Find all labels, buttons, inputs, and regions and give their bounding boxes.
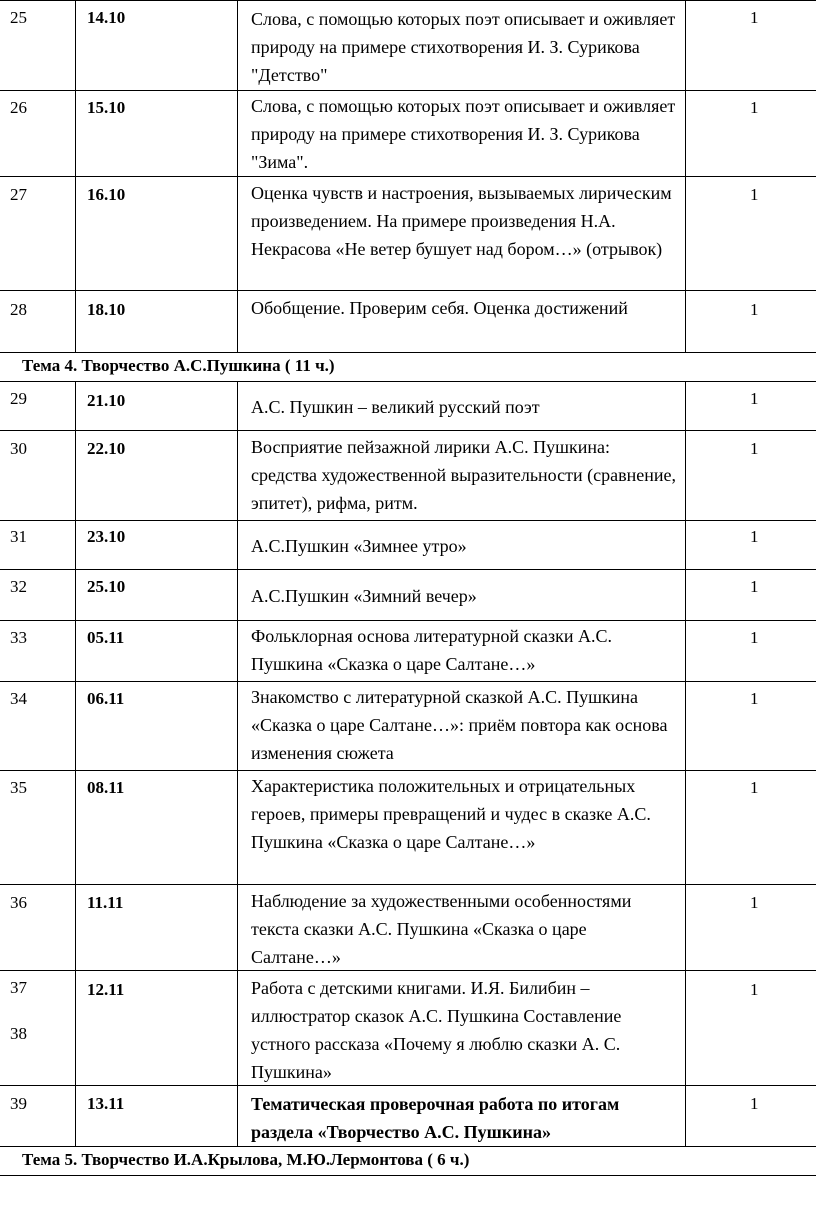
row-hours: 1 [750,8,759,27]
row-topic: А.С.Пушкин «Зимнее утро» [251,536,467,556]
row-date: 15.10 [87,98,126,117]
row-date: 16.10 [87,185,126,204]
row-hours: 1 [750,1094,759,1113]
row-hours: 1 [750,778,759,797]
row-hours: 1 [750,185,759,204]
row-topic: Наблюдение за художественными особенностями текста сказки А.С. Пушкина «Сказка о царе Салтане…» [251,891,632,967]
row-topic: Оценка чувств и настроения, вызываемых лирическим произведением. На примере произведения Н.А. Некрасова «Не ветер бушует над бором…» (отрывок) [251,183,672,259]
row-hours: 1 [750,98,759,117]
row-topic: Слова, с помощью которых поэт описывает и оживляет природу на примере стихотворения И. З. Сурикова "Детство" [251,9,676,85]
row-number: 30 [10,439,27,458]
row-number: 34 [10,689,27,708]
row-date: 21.10 [87,391,126,410]
row-hours: 1 [750,300,759,319]
row-topic: Знакомство с литературной сказкой А.С. Пушкина «Сказка о царе Салтане…»: приём повтора как основа изменения сюжета [251,687,668,763]
row-topic: Тематическая проверочная работа по итогам раздела «Творчество А.С. Пушкина» [251,1094,620,1142]
row-date: 11.11 [87,893,124,912]
row-date: 05.11 [87,628,125,647]
row-number: 35 [10,778,27,797]
section-heading-theme-5: Тема 5. Творчество И.А.Крылова, М.Ю.Лермонтова ( 6 ч.) [22,1150,470,1169]
row-hours: 1 [750,628,759,647]
row-number-secondary: 38 [10,1024,27,1043]
row-hours: 1 [750,577,759,596]
row-topic: А.С.Пушкин «Зимний вечер» [251,586,477,606]
row-date: 06.11 [87,689,125,708]
row-topic: Фольклорная основа литературной сказки А.С. Пушкина «Сказка о царе Салтане…» [251,626,612,674]
row-date: 08.11 [87,778,125,797]
row-number: 37 [10,978,27,997]
row-hours: 1 [750,389,759,408]
row-topic: А.С. Пушкин – великий русский поэт [251,397,540,417]
row-number: 28 [10,300,27,319]
row-date: 14.10 [87,8,126,27]
row-date: 18.10 [87,300,126,319]
row-number: 26 [10,98,27,117]
row-hours: 1 [750,980,759,999]
row-date: 12.11 [87,980,125,999]
section-heading-theme-4: Тема 4. Творчество А.С.Пушкина ( 11 ч.) [22,356,335,375]
row-number: 36 [10,893,27,912]
row-topic: Работа с детскими книгами. И.Я. Билибин – иллюстратор сказок А.С. Пушкина Составление устного рассказа «Почему я люблю сказки А. С. Пушкина» [251,978,622,1082]
row-date: 22.10 [87,439,126,458]
row-number: 27 [10,185,27,204]
row-topic: Обобщение. Проверим себя. Оценка достижений [251,298,628,318]
row-number: 29 [10,389,27,408]
row-number: 31 [10,527,27,546]
row-hours: 1 [750,527,759,546]
row-date: 23.10 [87,527,126,546]
row-hours: 1 [750,439,759,458]
row-number: 32 [10,577,27,596]
row-hours: 1 [750,689,759,708]
row-date: 25.10 [87,577,126,596]
row-number: 33 [10,628,27,647]
row-topic: Слова, с помощью которых поэт описывает и оживляет природу на примере стихотворения И. З. Сурикова "Зима". [251,96,676,172]
row-hours: 1 [750,893,759,912]
row-topic: Характеристика положительных и отрицательных героев, примеры превращений и чудес в сказке А.С. Пушкина «Сказка о царе Салтане…» [251,776,651,852]
row-number: 39 [10,1094,27,1113]
row-date: 13.11 [87,1094,125,1113]
row-topic: Восприятие пейзажной лирики А.С. Пушкина: средства художественной выразительности (сравнение, эпитет), рифма, ритм. [251,437,676,513]
row-number: 25 [10,8,27,27]
